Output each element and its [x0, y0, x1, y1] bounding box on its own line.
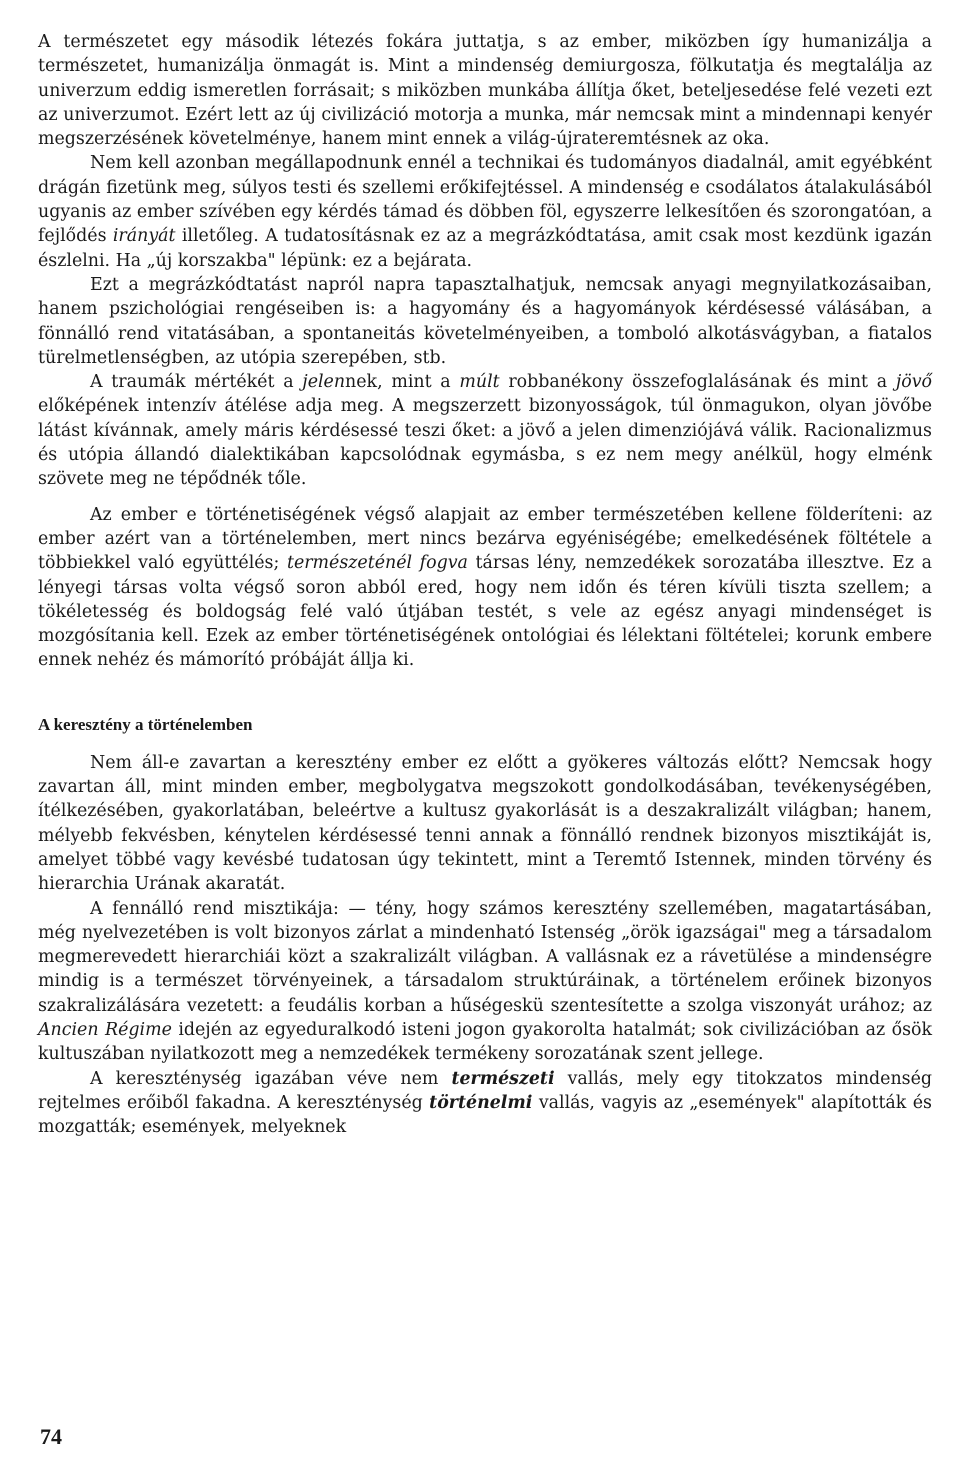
paragraph-text: A kereszténység igazában véve nem	[90, 1068, 452, 1089]
paragraph-text: vallás, mely egy titokzatos mindenség rejtelmes erőiből fakadna. A kereszténység	[38, 1068, 932, 1113]
paragraph-text: előképének intenzív átélése adja meg. A megszerzett bizonyosságok, túl önmagukon, olyan jövőbe látást kívánnak, amely máris kérdésessé teszi őket: a jövő a jelen dimenziójává válik. Racionalizmus és utópia állandó dialektikában kapcsolódnak egymásba, s ez nem megy anélkül, hogy elménk szövete meg ne tépődnék tőle.	[38, 396, 932, 490]
paragraph-7	[38, 897, 932, 1067]
emphasis: természeti	[451, 1068, 555, 1089]
paragraph-text: vallás, vagyis az „események" alapították és mozgatták; események, melyeknek	[38, 1092, 932, 1138]
paragraph-text: Az ember e történetiségének végső alapjait az ember természetében kellene földeríteni: az ember azért van a történelemben, mert nincs bezárva egyéniségébe; emelkedésének föltétele a többiekkel való együttélés;	[38, 504, 932, 574]
paragraph-4	[38, 370, 932, 491]
paragraph-text: robbanékony összefoglalásának és mint a	[499, 372, 896, 393]
paragraph-text: nek, mint a	[345, 372, 460, 393]
spacer	[38, 673, 932, 713]
paragraph-text: Ezt a megrázkódtatást napról napra tapasztalhatjuk, nemcsak anyagi megnyilatkozásaiban, hanem pszichológiai rengéseiben is: a hagyomány és a hagyományok kérdésessé válásában, a fönnálló rend vitatásában, a spontaneitás követelményeiben, a tomboló alkotásvágyban, a fiatalos türelmetlenségben, az utópia szerepében, stb.	[38, 274, 932, 368]
emphasis: irányát	[112, 226, 176, 247]
paragraph-text: illetőleg. A tudatosításnak ez az a megrázkódtatása, amit csak most kezdünk igazán észlelni. Ha „új korszakba" lépünk: ez a bejárata.	[38, 226, 932, 271]
emphasis: történelmi	[429, 1092, 533, 1113]
spacer	[38, 492, 932, 503]
emphasis: múlt	[459, 372, 500, 393]
paragraph-1	[38, 30, 932, 151]
paragraph-text: A természetet egy második létezés fokára juttatja, s az ember, miközben így humanizálja a természetet, humanizálja önmagát is. Mint a mindenség demiurgosza, fölkutatja és megtalálja az univerzum eddig ismeretlen forrásait; s miközben munkába állítja őket, beteljesedése felé vezeti ezt az univerzumot. Ezért lett az új civilizáció motorja a munka, már nemcsak mint a mindennapi kenyér megszerzésének követelménye, hanem mint ennek a világ-újrateremtésnek az oka.	[38, 32, 932, 150]
emphasis: jelen	[302, 372, 346, 393]
page-number: 74	[40, 1424, 62, 1449]
emphasis: jövő	[895, 372, 932, 393]
spacer	[38, 737, 932, 751]
paragraph-text: idején az egyeduralkodó isteni jogon gyakorolta hatalmát; sok civilizációban az ősök kultuszában nyilatkozott meg a nemzedékek termékeny sorozatának szent jellege.	[38, 1019, 932, 1065]
paragraph-text: A traumák mértékét a	[90, 372, 303, 393]
paragraph-8	[38, 1067, 932, 1140]
paragraph-2	[38, 151, 932, 272]
paragraph-6	[38, 751, 932, 897]
paragraph-5	[38, 503, 932, 673]
emphasis: Ancien Régime	[38, 1019, 172, 1040]
paragraph-text: A fennálló rend misztikája: — tény, hogy számos keresztény szellemében, magatartásában, még nyelvezetében is volt bizonyos zárlat a mindenható Istenség „örök igazságai" meg a társadalom megmerevedett hierarchiái közt a szakralizált világban. A vallásnak ez a rávetülése a mindenségre mindig is a természet törvényeinek, a társadalom struktúráinak, a történelem erőinek bizonyos szakralizálására vezetett: a feudális korban a hűségeskü szentesítette a szolga viszonyát urához; az	[38, 898, 932, 1016]
paragraph-text: társas lény, nemzedékek sorozatába illesztve. Ez a lényegi társas volta végső soron abból ered, hogy nem időn és téren kívüli tiszta szellem; a tökéletesség és boldogság felé való útjában testét, s vele az egész anyagi mindenséget is mozgósítania kell. Ezek az ember történetiségének ontológiai és lélektani föltételei; korunk embere ennek nehéz és mámorító próbáját állja ki.	[38, 553, 932, 671]
emphasis: természeténél fogva	[286, 553, 468, 574]
paragraph-3	[38, 273, 932, 370]
page-body	[38, 30, 932, 1139]
paragraph-text: Nem áll-e zavartan a keresztény ember ez előtt a gyökeres változás előtt? Nemcsak hogy zavartan áll, mint minden ember, megbolygatva megszokott gondolkodásában, tevékenységében, ítélkezésében, gyakorlatában, beleértve a kultusz gyakorlását is a deszakralizált világban; hanem, mélyebb fekvésben, kénytelen kérdésessé tenni annak a fönnálló rendnek bizonyos misztikáját is, amelyet többé vagy kevésbé tudatosan úgy tekintett, mint a Teremtő Istennek, minden törvény és hierarchia Urának akaratát.	[38, 752, 932, 895]
section-heading: A keresztény a történelemben	[38, 714, 253, 734]
paragraph-text: Nem kell azonban megállapodnunk ennél a technikai és tudományos diadalnál, amit egyébként drágán fizetünk meg, súlyos testi és szellemi erőkifejtéssel. A mindenség e csodálatos átalakulásából ugyanis az ember szívében egy kérdés támad és döbben föl, egyszerre lelkesítően és szorongatóan, a fejlődés	[38, 153, 932, 247]
